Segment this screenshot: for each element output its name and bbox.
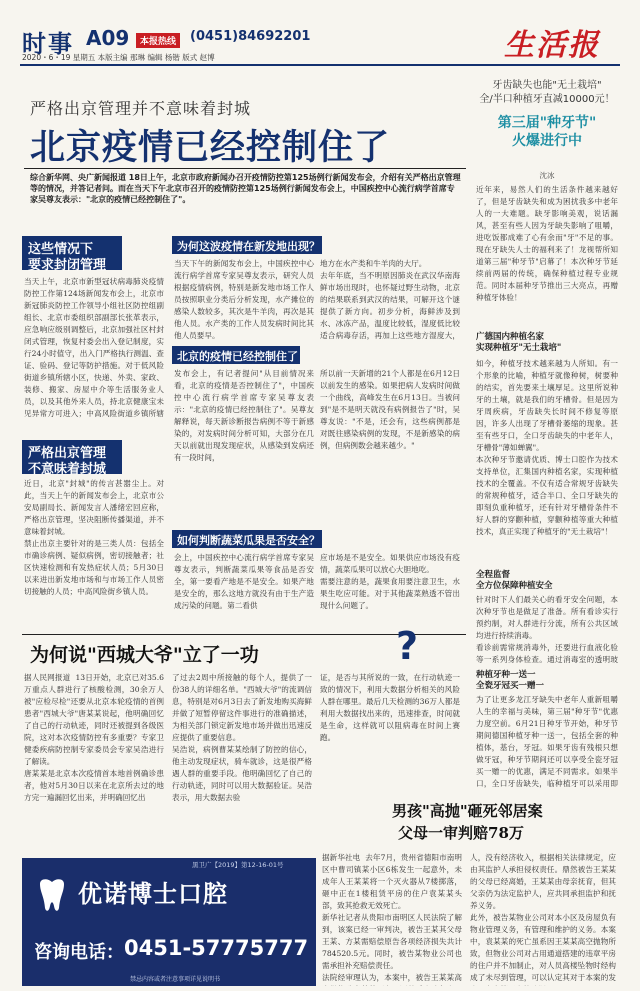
section3-title-box [172,236,322,254]
sidebar-kicker-1: 牙齿缺失也能"无土栽培" [492,80,602,91]
sidebar-body-intro: 近年来，易然人们的生活条件越来越好了，但是牙齿缺失和成为困扰我多中老年人的一大难题。缺牙影响美观，说话漏风，甚至有些人因为牙缺失影响了咀嚼，进吃饭都成难了心有余而"牙"不足的事。现在牙缺失人士的福利来了！龙视帮所知道第三届"种牙节"启幕了！本次种牙节延续前两届的传统，确保种植过程专业规范。同时本届种牙节推出三大亮点，再赠种植牙体验！ [476,185,618,302]
main-headline: 北京疫情已经控制住了 [30,128,391,168]
court-body-col1: 据新华社电 去年7月，贵州省德阳市南明区中曹司镇某小区6栋发生一起意外，未成年人王某某将一个灭火器从7楼掷落，砸中正在1楼租赁平房的住户袁某某头部，致其抢救无效死亡。 新华社记者从贵阳市南明区人民法院了解到，该案已经一审判决，被告王某其父母王某、方某需赔偿原告各项经济损失共计784520.5元。同时，被告某物业公司也需承担补充赔偿责任。 法院经审理认为，本案中，被告王某某高 [322,853,462,982]
sidebar-kicker-2: 全/半口种植牙直减10000元！ [479,94,615,105]
section-name: 时事 [22,30,74,58]
sidebar-body-2: 针对时下人们最关心的看牙安全问题，本次种牙节也是做足了准备。所有看诊实行预约制，对人群进行分流，所有公共区域均进行持续消毒。 看诊前需常规消毒外，还要进行血液化验等一系列身体检查。通过消毒室的透明玻 [476,595,618,664]
court-body-col2: 人，没有经济收入，根据相关法律规定，应由其监护人承担侵权责任。鼎然被告王某某的父母已经离婚，王某某由母亲抚育，但其父亲仍为法定监护人，应共同承担监护和抚养义务。 此外，被告某物业公司对本小区及房屋负有物业管理义务，有管理和维护的义务。本案中，袁某某的死亡虽系因王某某高空抛物所致，但物业公司对占用通道搭建的违章平房的住户并不加制止，对人员高楼坠物时经构成了未尽到管理，可以认定其对于本案的发 [470,853,616,982]
section5-body-left: 会上，中国疾控中心流行病学首席专家吴尊友表示，判断蔬菜瓜果等食品是否安全，第一要看产地是不是安全。如果产地是安全的，那么这地方就没有由于生产造成污染的问题。第二看供 [174,553,314,610]
sidebar-body-1: 如今，种植牙技术越来越为人所知。有一个形象的比喻，种植牙就像种树，树要种的结实，首先要来土壤厚足。这里所说种牙的土壤，就是我们的牙槽骨。但是因为牙周疾病，牙齿缺失长时间不修复等原因，许多人出现了牙槽骨萎缩的现象。甚至有些牙口，全口牙齿缺失的中老年人，牙槽骨"薄如蝉翼"。 本次种牙节邀请优质、博士口腔作为技术支持单位，汇集国内种植名家，实现种植技术的全覆盖。不仅有适合常规牙齿缺失的常规种植牙，适合半口、全口牙缺失的即刻负重种植牙，还有针对牙槽骨条件不好人群的穿颧种植，穿颧种植等重大种植技术，真正实现了种植牙的"无土栽培"！ [476,359,618,536]
section4-body-left: 发布会上，有记者提问"从目前情况来看，北京的疫情是否控制住了"，中国疾控中心流行病学首席专家吴尊友表示："北京的疫情已经控制住了"。吴尊友解释说，每天新诊断报告病例不等于新感染的，对发病时间分析可知，大部分在几天以前就出现发现症状，从感染到发病还有一段时间， [174,369,314,462]
section4-title-box [172,346,300,364]
sidebar-subtitle-1: 广德国内种植名家 实现种植牙"无土栽培" [476,332,562,353]
section2-title-line2: 不意味着封城 [28,462,107,477]
section3-title: 为何这波疫情在新发地出现？ [177,240,320,253]
sidebar-headline-1: 第三届"种牙节" [497,115,597,131]
ad-phone-number: 0451-57775777 [124,936,309,960]
section5-title: 如何判断蔬菜瓜果是否安全？ [177,534,320,547]
court-headline-2: 父母一审判赔78万 [398,824,524,842]
hotline-number: (0451)84692201 [190,29,311,44]
ad-footnote: 禁忌内容或者注意事项详见说明书 [130,976,221,983]
newspaper-logo: 生活报 [504,28,600,63]
lede: 综合新华网、央广新闻报道 18日上午，北京市政府新闻办召开疫情防控第125场例行新闻发布会，介绍有关严格出京管理等的情况，并答记者问。而在当天下午北京市召开的疫情防控第125场例行新闻发布会上，中国疾控中心流行病学首席专家吴尊友表示："北京的疫情已经控制住了"。 [30,173,461,204]
question-mark-icon: ? [396,624,419,668]
section2-title-line1: 严格出京管理 [28,446,107,461]
masthead-rule [20,64,620,66]
sidebar-body-3: 为了让更多龙江牙缺失中老年人重新咀嚼人生的幸福与美味，第三届"种牙节"优惠力度空前。6月21日种牙节开始，种牙节期间德国种植牙种一送一，包括全套的种植体，基台，牙冠。如果牙齿有残根只想做牙冠，种牙节期间还可以享受全瓷牙冠买一赠一的优惠，满足不同需求。如果半口，全口牙齿缺失，临种植牙可以采用即 [476,695,618,788]
section3-body-left: 当天下午的新闻发布会上，中国疾控中心流行病学首席专家吴尊友表示，研究人员根据疫情病例，特别是新发地市场工作人员按照职业分类后分析发现，水产摊位的感染人数较多，其次是牛羊肉，再次是其他人员。水产类的工作人员发病时间比其他人员要早。 [174,259,314,340]
section1-title-box [22,236,122,273]
main-kicker: 严格出京管理并不意味着封城 [30,99,252,118]
section5-title-box [172,530,322,548]
ad-top-strip: 黑卫广【2019】第12-16-01号 [192,861,284,869]
court-headline-1: 男孩"高抛"砸死邻居案 [392,802,543,820]
sidebar-subtitle-3: 种植牙种一送一 全瓷牙冠买一赠一 [476,670,545,691]
hotline-tag: 本报热线 [136,33,180,48]
feature-body-col1: 据人民网报道 13日开始，北京已对35.6万重点人群进行了核酸检测，30余万人被"应检尽检"还要从北京本轮疫情的首例患者"西城大爷"唐某某说起，他明确回忆了自己的行动轨迹，同时还被提到各级医院，这对本次疫情防控有多重要？专家卫健委疾病防控制专家委员会专家吴浩进行了解读。 唐某某是北京本次疫情首本地首例确诊患者，他对5月30日以来在北京所去过的地方完一遍漏回忆出来，并明确回忆出 [24,673,164,802]
tooth-icon [32,874,72,914]
section2-title-box [22,440,122,477]
section2-body: 近日，北京"封城"的传言甚嚣尘上。对此，当天上午的新闻发布会上，北京市公安局副局长、新闻发言人潘绪宏回应称，严格出京管理，坚决阻断传播渠道，并不意味着封城。 禁止出京主要针对的是三类人员：包括全市确诊病例、疑似病例，密切接触者；社区快速检测和有发热症状人员；5月30日以来进出新发地市场和与市场工作人员密切接触的人员；中高风险街乡镇人员。 [24,479,164,596]
feature-headline: 为何说"西城大爷"立了一功 [30,644,259,666]
section1-title-line2: 要求封闭管理 [28,258,107,273]
section4-body-right: 所以前一天新增的21个人都是在6月12日以前发生的感染。如果把病人发病时间做一个曲线，高峰发生在6月13日。当被问到"是不是明天就没有病例报告了"时，吴尊友说："不是，还会有，这些病例都是对既往感染病例的发现，不是新感染的病例，但病例数会越来越少。" [320,369,460,450]
sidebar-byline: 沈冰 [539,171,555,180]
section4-title: 北京的疫情已经控制住了 [177,350,298,363]
lede-top-rule [24,168,466,169]
clinic-ad [22,858,316,986]
sidebar-subtitle-2: 全程监督 全方位保障种植安全 [476,570,553,591]
ad-phone-label: 咨询电话： [34,942,124,963]
sidebar-headline-2: 火爆进行中 [512,133,582,149]
sidebar-article [474,74,620,664]
feature-body-col2: 了过去2周中所接触的每个人，提供了一份38人的详细名单。"西城大爷"的流调信息，特别是对6月3日去了新发地购买海鲜并做了短暂停留这件事进行的准确描述，为相关部门锁定新发地市场并做出迅速反应提供了重要信息。 吴浩说，病例曹某某绘制了防控的信心，他主动发现症状，骑车就诊，这是很严格遇人群的重要手段。他明确回忆了自己的行动轨迹，同时可以用大数据验证。吴浩表示，用大数据去验 [172,673,312,802]
masthead [0,0,640,68]
section3-body-right: 地方在水产类和牛羊肉的大厅。 去年年底，当不明原因肺炎在武汉华南海鲜市场出现时，也怀疑过野生动物，北京的结果联系到武汉的结果，可解开这个谜提供了新方向。初步分析，海鲜涉及到水、冰冻产品，温度比较低，湿度低比较适合病毒存活，再加上这些地方湿度大， [320,259,460,340]
feature-body-col3: 证，是否与其所说的一致，在行动轨迹一致的情况下，利用大数据分析相关的风险人群在哪里。最后几天检测的36万人都是利用大数据找出来的，迅速排查，时间就是生命，这样就可以阻病毒在时间上赛跑。 [320,673,460,742]
ad-clinic-name: 优诺博士口腔 [78,880,228,908]
section5-body-right: 应市场是不是安全。如果供应市场没有疫情，蔬菜瓜果可以放心大胆地吃。 需要注意的是，蔬果食用要注意卫生，水果生吃应可能。对于其他蔬菜熟透不管出现什么问题了。 [320,553,460,610]
date-line: 2020・6・19 星期五 本版主编 那琳 编辑 杨锴 版式 赵博 [22,53,215,62]
page-number: A09 [86,26,130,50]
section1-body: 当天上午，北京市新型冠状病毒肺炎疫情防控工作第124场新闻发布会上，北京市新冠肺炎防控工作领导小组社区防控组副组长、北京市委组织部副部长张革表示，应急响应级别调整后，北京加强社区村封闭式管理，恢复村委会出入登记制度，实行24小时值守，出入门严格执行测温、查证、验码、登记等防护措施。对于低风险街道乡镇所辖小区，快递、外卖、家政、装修、搬家、房屋中介等生活服务业人员，以及其他外来人员，持北京健康宝未见异常方可进入；中高风险街道乡镇所辖 [24,277,164,418]
section1-title-line1: 这些情况下 [28,242,94,257]
